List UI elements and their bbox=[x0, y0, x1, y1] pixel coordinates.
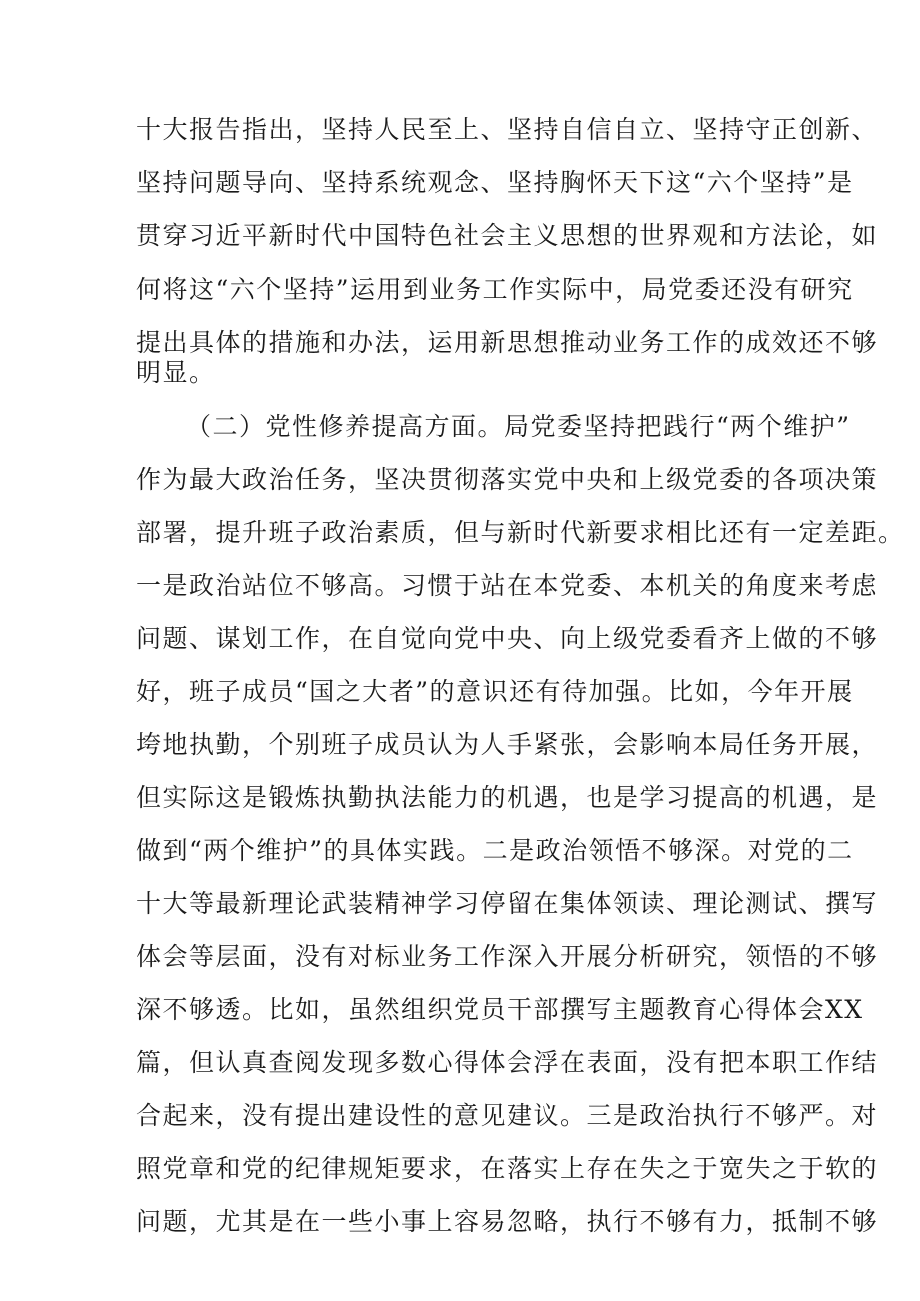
text-line: 合起来，没有提出建设性的意见建议。三是政治执行不够严。对 bbox=[136, 1101, 879, 1130]
text-line: 好，班子成员“国之大者”的意识还有待加强。比如，今年开展 bbox=[136, 677, 854, 706]
text-line: 体会等层面，没有对标业务工作深入开展分析研究，领悟的不够 bbox=[136, 942, 879, 971]
text-line: 垮地执勤，个别班子成员认为人手紧张，会影响本局任务开展， bbox=[136, 730, 879, 759]
text-line: 问题，尤其是在一些小事上容易忽略，执行不够有力，抵制不够 bbox=[136, 1207, 879, 1236]
text-line: 一是政治站位不够高。习惯于站在本党委、本机关的角度来考虑 bbox=[136, 571, 879, 600]
text-line: 十大等最新理论武装精神学习停留在集体领读、理论测试、撰写 bbox=[136, 889, 879, 918]
text-line: 何将这“六个坚持”运用到业务工作实际中，局党委还没有研究 bbox=[136, 275, 854, 304]
text-line: 篇，但认真查阅发现多数心得体会浮在表面，没有把本职工作结 bbox=[136, 1048, 879, 1077]
text-line: 提出具体的措施和办法，运用新思想推动业务工作的成效还不够 bbox=[136, 328, 879, 357]
paragraph-heading: （二）党性修养提高方面。局党委坚持把践行“两个维护” bbox=[186, 412, 851, 441]
text-line: 十大报告指出，坚持人民至上、坚持自信自立、坚持守正创新、 bbox=[136, 115, 879, 144]
text-line: 照党章和党的纪律规矩要求，在落实上存在失之于宽失之于软的 bbox=[136, 1154, 879, 1183]
text-line: 作为最大政治任务，坚决贯彻落实党中央和上级党委的各项决策 bbox=[136, 465, 879, 494]
text-line: 问题、谋划工作，在自觉向党中央、向上级党委看齐上做的不够 bbox=[136, 624, 879, 653]
text-line: 深不够透。比如，虽然组织党员干部撰写主题教育心得体会XX bbox=[136, 995, 864, 1024]
text-line: 贯穿习近平新时代中国特色社会主义思想的世界观和方法论，如 bbox=[136, 221, 879, 250]
text-line: 坚持问题导向、坚持系统观念、坚持胸怀天下这“六个坚持”是 bbox=[136, 168, 854, 197]
text-line: 明显。 bbox=[136, 358, 216, 387]
text-line: 部署，提升班子政治素质，但与新时代新要求相比还有一定差距。 bbox=[136, 518, 905, 547]
text-line: 但实际这是锻炼执勤执法能力的机遇，也是学习提高的机遇，是 bbox=[136, 783, 879, 812]
text-line: 做到“两个维护”的具体实践。二是政治领悟不够深。对党的二 bbox=[136, 836, 854, 865]
